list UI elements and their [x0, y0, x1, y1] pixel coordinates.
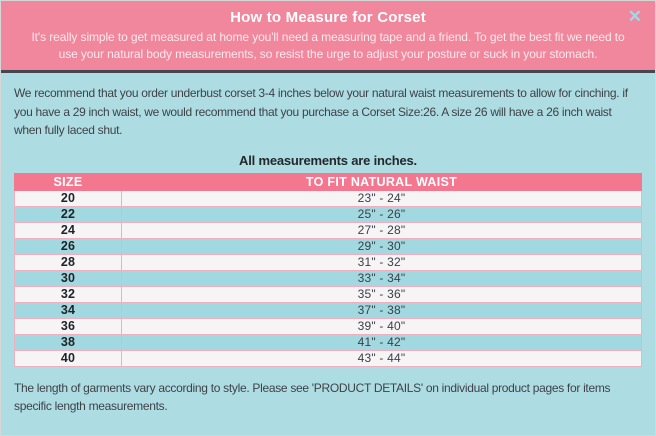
size-cell: 32: [15, 286, 122, 302]
waist-cell: 23" - 24": [122, 190, 642, 206]
table-header-row: [15, 173, 642, 190]
waist-cell: 31" - 32": [122, 254, 642, 270]
size-column-header: SIZE: [15, 173, 122, 190]
dialog-header: [1, 1, 655, 70]
size-cell: 22: [15, 206, 122, 222]
waist-cell: 29" - 30": [122, 238, 642, 254]
size-table: [14, 173, 642, 367]
size-cell: 30: [15, 270, 122, 286]
dialog-body: [1, 73, 655, 435]
size-cell: 28: [15, 254, 122, 270]
size-cell: 34: [15, 302, 122, 318]
size-cell: 24: [15, 222, 122, 238]
table-row: [15, 318, 642, 334]
size-cell: 38: [15, 334, 122, 350]
waist-cell: 43" - 44": [122, 350, 642, 366]
waist-cell: 25" - 26": [122, 206, 642, 222]
table-row: [15, 270, 642, 286]
close-icon[interactable]: ✕: [627, 7, 642, 26]
size-cell: 26: [15, 238, 122, 254]
size-cell: 36: [15, 318, 122, 334]
table-row: [15, 222, 642, 238]
waist-column-header: TO FIT NATURAL WAIST: [122, 173, 642, 190]
waist-cell: 27" - 28": [122, 222, 642, 238]
garment-length-note: The length of garments vary according to style. Please see 'PRODUCT DETAILS' on individual product pages for items specific length measurements.: [14, 380, 611, 414]
waist-cell: 35" - 36": [122, 286, 642, 302]
table-row: [15, 334, 642, 350]
table-row: [15, 302, 642, 318]
waist-cell: 41" - 42": [122, 334, 642, 350]
waist-cell: 37" - 38": [122, 302, 642, 318]
size-cell: 40: [15, 350, 122, 366]
dialog-title: How to Measure for Corset: [230, 9, 426, 26]
table-row: [15, 206, 642, 222]
table-row: [15, 190, 642, 206]
dialog-subtitle: It's really simple to get measured at home you'll need a measuring tape and a friend. To get the best fit we need to use your natural body measurements, so resist the urge to adjust your posture or suck in your stomach.: [31, 30, 625, 62]
waist-cell: 33" - 34": [122, 270, 642, 286]
size-cell: 20: [15, 190, 122, 206]
waist-cell: 39" - 40": [122, 318, 642, 334]
table-row: [15, 286, 642, 302]
table-row: [15, 350, 642, 366]
table-row: [15, 254, 642, 270]
units-note: All measurements are inches.: [239, 152, 417, 168]
sizing-recommendation-text: We recommend that you order underbust corset 3-4 inches below your natural waist measurements to allow for cinching. if you have a 29 inch waist, we would recommend that you purchase a Corset Size:26. A size 26 will have a 26 inch waist when fully laced shut.: [14, 86, 628, 138]
table-row: [15, 238, 642, 254]
